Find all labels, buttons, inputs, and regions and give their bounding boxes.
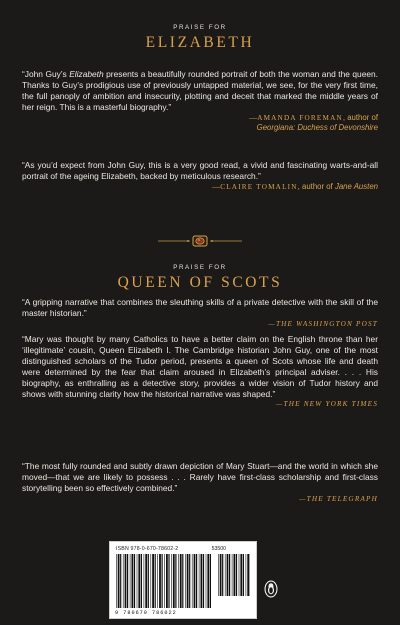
barcode-bar	[134, 554, 135, 608]
barcode-bar	[151, 554, 152, 608]
title-queen-of-scots: QUEEN OF SCOTS	[117, 274, 283, 291]
barcode-bar	[118, 554, 120, 608]
quote-text: “The most fully rounded and subtly drawn depiction of Mary Stuart—and the world in which she moved—that we are likely to possess . . . Rarely have first-class scholarship and first-class storytelling been so effectively combined.”	[22, 461, 378, 493]
barcode-bar	[247, 554, 249, 596]
barcode-bar	[210, 554, 211, 608]
barcode-bar	[234, 554, 236, 596]
barcode-bar	[144, 554, 145, 608]
barcode-bar	[246, 554, 247, 596]
attr-work: Georgiana: Duchess of Devonshire	[256, 123, 378, 133]
barcode-bar	[207, 554, 209, 608]
barcode-bar	[125, 554, 127, 608]
barcode-bar	[225, 554, 226, 596]
barcode-bar	[218, 554, 219, 596]
attr-name: AMANDA FOREMAN	[257, 113, 343, 122]
attribution-foreman	[22, 113, 378, 135]
barcode-bar	[203, 554, 204, 608]
barcode-bar	[220, 554, 222, 596]
barcode-bar	[145, 554, 147, 608]
barcode-bar	[236, 554, 237, 596]
jewel-ornament-icon	[156, 235, 244, 247]
quote-foreman	[22, 69, 378, 134]
attr-mid: , author of	[342, 112, 378, 122]
attr-dash: —	[212, 181, 221, 191]
attribution-tomalin	[22, 182, 378, 193]
barcode-bar	[201, 554, 203, 608]
barcode-bar	[178, 554, 179, 608]
barcode-bar	[187, 554, 189, 608]
section-queen-of-scots-header	[0, 264, 400, 291]
attribution-washington-post	[22, 319, 378, 330]
attr-work: Jane Austen	[334, 181, 378, 191]
barcode-bar	[240, 554, 242, 596]
barcode-bar	[222, 554, 223, 596]
barcode-number: 9 780670 786022	[115, 610, 177, 616]
barcode-bar	[148, 554, 149, 608]
title-elizabeth: ELIZABETH	[145, 34, 255, 51]
barcode-bar	[155, 554, 156, 608]
quote-text: “A gripping narrative that combines the sleuthing skills of a private detective with the skill of the master historian.”	[22, 297, 378, 318]
barcode-label	[109, 541, 257, 619]
barcode-bar	[123, 554, 124, 608]
barcode-bar	[138, 554, 140, 608]
section-elizabeth-header	[0, 24, 400, 51]
attribution-telegraph	[22, 494, 378, 505]
barcode-bar	[175, 554, 176, 608]
price-barcode	[218, 554, 250, 596]
attr-mid: , author of	[297, 181, 335, 191]
attr-dash: —	[249, 112, 258, 122]
barcode-bar	[199, 554, 200, 608]
barcode-bar	[164, 554, 165, 608]
barcode-bar	[171, 554, 172, 608]
barcode-bar	[196, 554, 197, 608]
barcode-bar	[189, 554, 190, 608]
quote-tomalin	[22, 160, 378, 193]
barcode-bar	[243, 554, 244, 596]
barcode-bar	[239, 554, 240, 596]
barcode-bar	[168, 554, 169, 608]
barcode-bar	[173, 554, 175, 608]
attribution-new-york-times	[22, 399, 378, 410]
attr-name: CLAIRE TOMALIN	[220, 182, 298, 191]
barcode-bar	[182, 554, 183, 608]
quote-emphasis: Elizabeth	[69, 69, 104, 79]
barcode-bar	[206, 554, 207, 608]
barcode-bar	[141, 554, 142, 608]
barcode-bar	[132, 554, 134, 608]
praise-for-kicker-2: PRAISE FOR	[173, 264, 227, 271]
barcode-bar	[227, 554, 229, 596]
quote-washington-post	[22, 297, 378, 330]
quote-new-york-times	[22, 334, 378, 410]
barcode-bar	[162, 554, 163, 608]
isbn-text: ISBN 978-0-670-78602-2	[116, 546, 179, 552]
barcode-bar	[185, 554, 186, 608]
barcode-bar	[159, 554, 161, 608]
isbn-barcode	[116, 554, 212, 608]
barcode-bar	[229, 554, 230, 596]
barcode-bar	[192, 554, 193, 608]
attr-name: —THE NEW YORK TIMES	[275, 400, 378, 409]
barcode-bar	[116, 554, 117, 608]
barcode-bar	[157, 554, 158, 608]
price-code: 53500	[211, 546, 226, 552]
attr-name: —THE WASHINGTON POST	[268, 319, 378, 328]
quote-text: presents a beautifully rounded portrait of both the woman and the queen. Thanks to Guy’s prodigious use of previously untapped material, we see, for the very first time, the full panoply of ambition and insecurity, plotting and deceit that marked the middle years of her reign. This is a masterful biography.”	[22, 69, 378, 112]
quote-telegraph	[22, 461, 378, 505]
barcode-bar	[180, 554, 182, 608]
barcode-bar	[166, 554, 168, 608]
barcode-bar	[120, 554, 121, 608]
praise-for-kicker-1: PRAISE FOR	[173, 24, 227, 31]
barcode-bar	[137, 554, 138, 608]
barcode-bar	[127, 554, 128, 608]
quote-text: “As you’d expect from John Guy, this is a very good read, a vivid and fascinating warts-and-all portrait of the ageing Elizabeth, backed by meticulous research.”	[22, 160, 378, 181]
barcode-bar	[232, 554, 233, 596]
quote-text: “John Guy’s	[22, 69, 70, 79]
barcode-bar	[152, 554, 154, 608]
penguin-logo-icon	[264, 580, 278, 598]
attr-name: —THE TELEGRAPH	[299, 494, 378, 503]
barcode-bar	[130, 554, 131, 608]
quote-text: “Mary was thought by many Catholics to have a better claim on the English throne than her ‘illegitimate’ cousin, Queen Elizabeth I. The Cambridge historian John Guy, one of the most distinguished scholars of the Tudor period, presents a queen of Scots whose life and death were determined by the fear that claim aroused in Elizabeth’s principal adviser. . . . His biography, as enthralling as a detective story, provides a wider vision of Tudor history and shows with stunning clarity how the historical narrative was shaped.”	[22, 334, 378, 399]
barcode-bar	[194, 554, 196, 608]
